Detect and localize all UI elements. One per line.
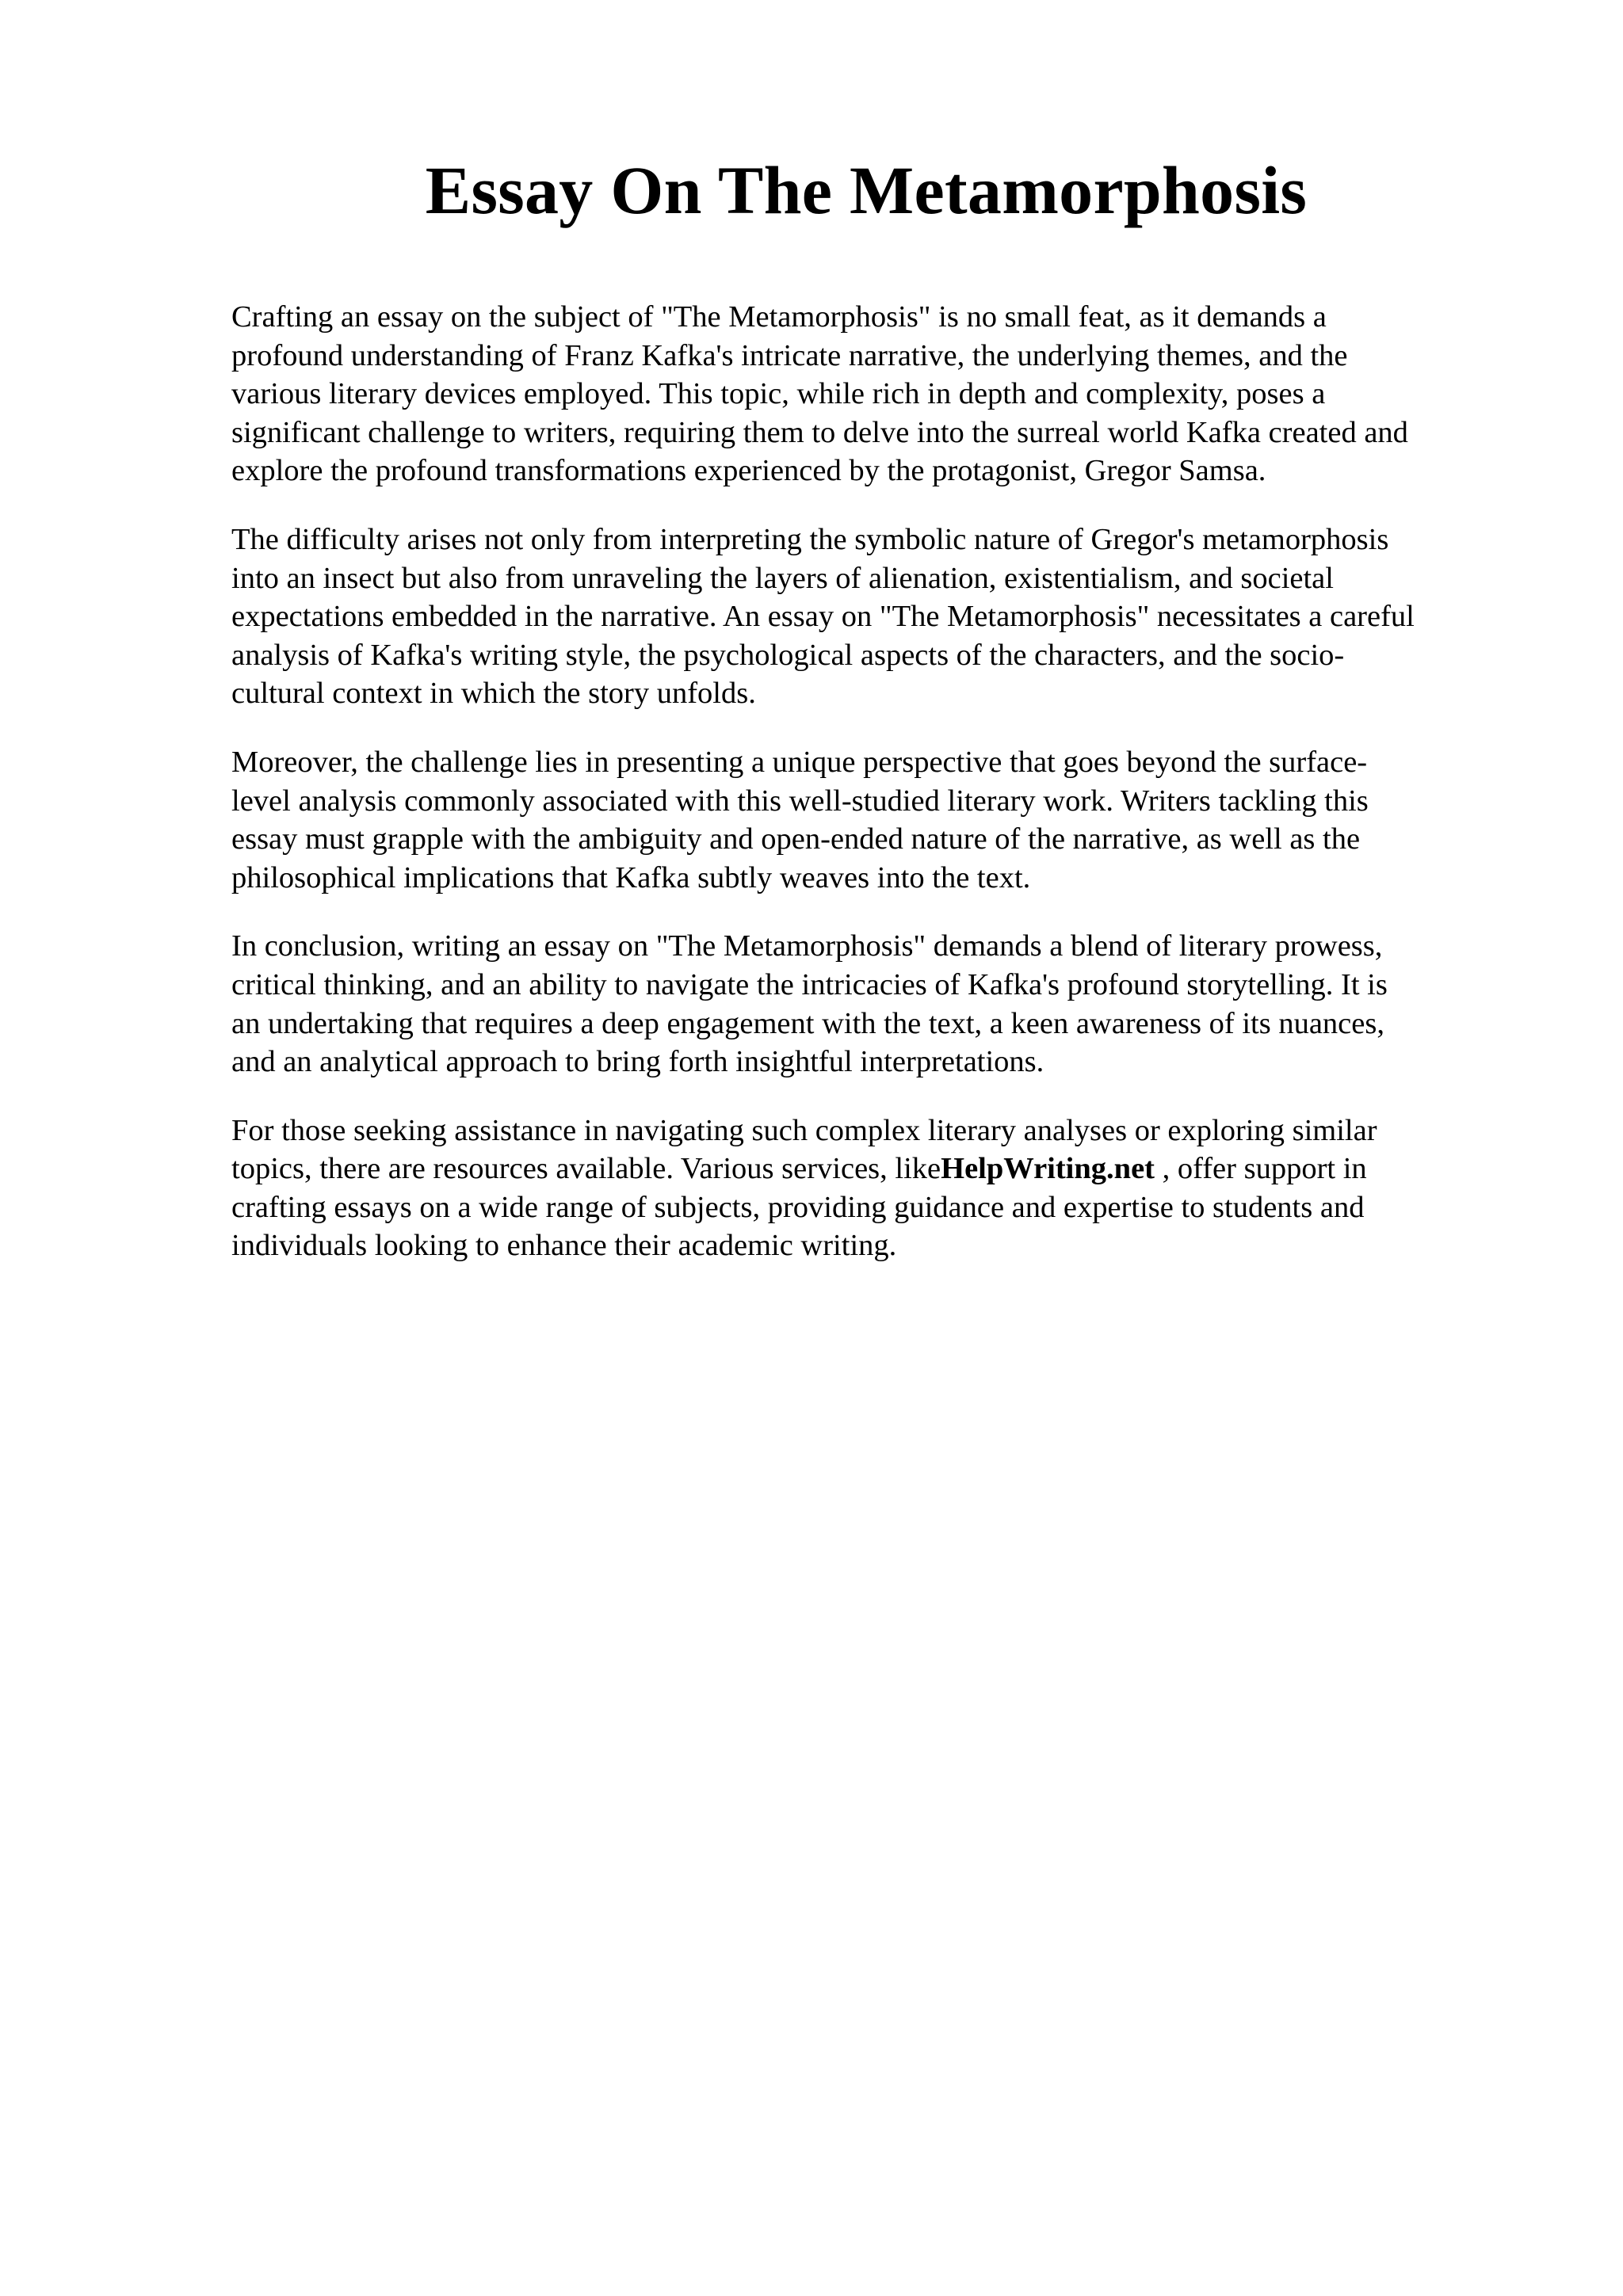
- paragraph-2: The difficulty arises not only from interpreting the symbolic nature of Gregor's metamorphosis into an insect but also from unraveling the layers of alienation, existentialism, and societal expectations embedded in the narrative. An essay on "The Metamorphosis" necessitates a careful analysis of Kafka's writing style, the psychological aspects of the characters, and the socio- cultural context in which the story unfolds.: [231, 522, 1415, 711]
- paragraph-5: [231, 1112, 1515, 1265]
- paragraph-5-after: , offer support in crafting essays on a wide range of subjects, providing guidance and expertise to students and individuals looking to enhance their academic writing.: [231, 1152, 1367, 1263]
- paragraph-4: In conclusion, writing an essay on "The Metamorphosis" demands a blend of literary prowess, critical thinking, and an ability to navigate the intricacies of Kafka's profound storytelling. It is an undertaking that requires a deep engagement with the text, a keen awareness of its nuances, and an analytical approach to bring forth insightful interpretations.: [231, 929, 1388, 1079]
- document-body: [231, 298, 1515, 1295]
- document-title: Essay On The Metamorphosis: [425, 152, 1308, 228]
- paragraph-3: Moreover, the challenge lies in presenting a unique perspective that goes beyond the surface- level analysis commonly associated with this well-studied literary work. Writers tackling this essay must grapple with the ambiguity and open-ended nature of the narrative, as well as the philosophical implications that Kafka subtly weaves into the text.: [231, 745, 1369, 894]
- helpwriting-link[interactable]: HelpWriting.net: [941, 1152, 1155, 1186]
- paragraph-5-before: For those seeking assistance in navigating such complex literary analyses or exploring similar topics, there are resources available. Various services, like: [231, 1113, 1377, 1186]
- paragraph-1: Crafting an essay on the subject of "The Metamorphosis" is no small feat, as it demands a profound understanding of Franz Kafka's intricate narrative, the underlying themes, and the various literary devices employed. This topic, while rich in depth and complexity, poses a significant challenge to writers, requiring them to delve into the surreal world Kafka created and explore the profound transformations experienced by the protagonist, Gregor Samsa.: [231, 300, 1408, 488]
